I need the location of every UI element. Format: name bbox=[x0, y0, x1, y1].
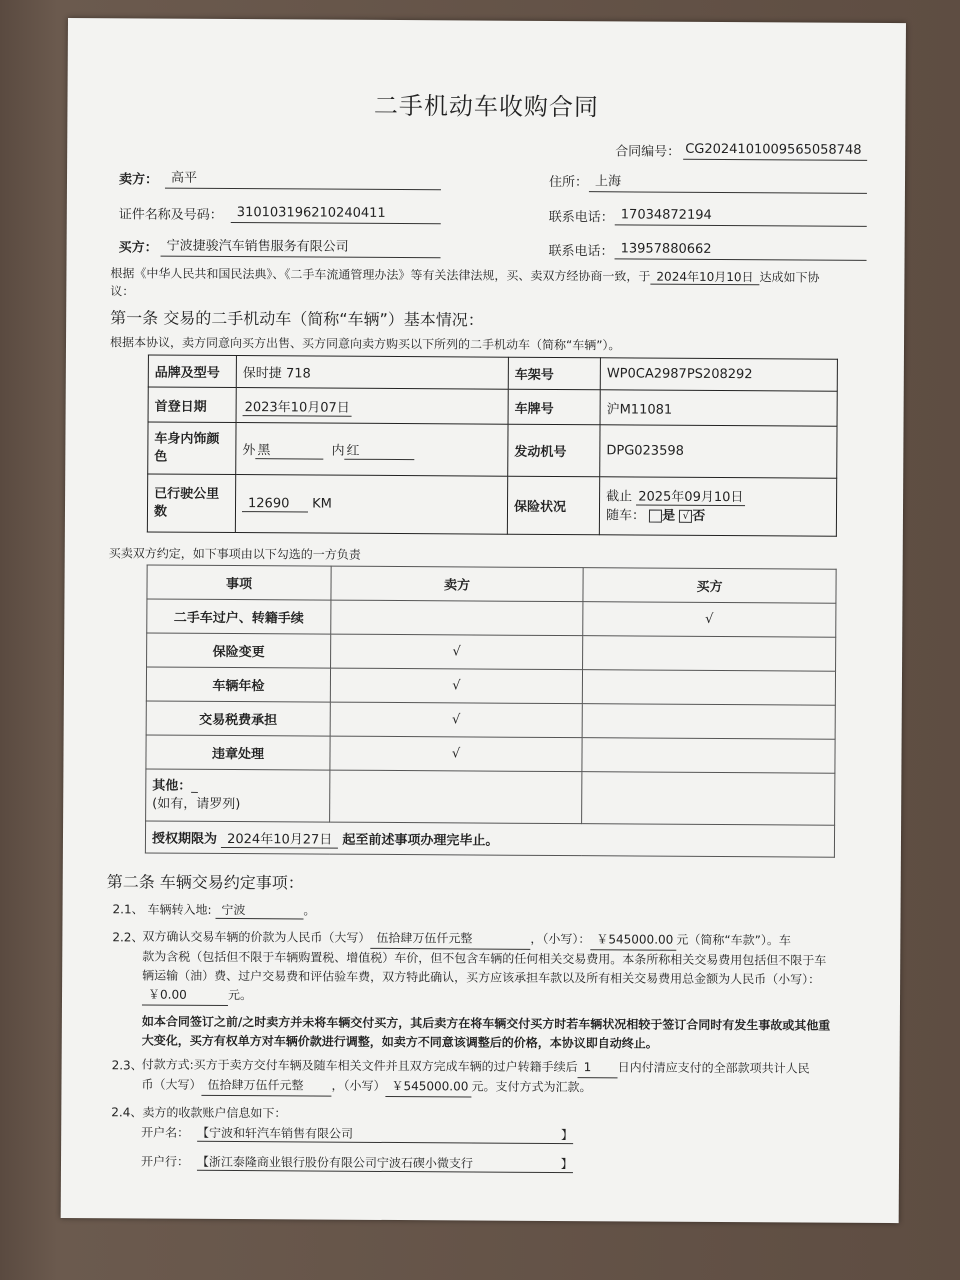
insurance-no-checkbox[interactable]: √ bbox=[679, 509, 692, 522]
buyer-phone: 13957880662 bbox=[615, 240, 867, 261]
clause-2-4: 2.4、卖方的收款账户信息如下： bbox=[111, 1105, 287, 1121]
brand-label: 品牌及型号 bbox=[148, 355, 236, 388]
buyer-phone-label: 联系电话： bbox=[548, 243, 614, 260]
clause-2-3: 付款方式:买方于卖方交付车辆及随车相关文件并且双方完成车辆的过户转籍手续后 1 日内付清应支付的全部款项共计人民 币（大写） 伍拾肆万伍仟元整 ，（小写） ￥545000.00 元。支付方式为汇款。 bbox=[141, 1055, 881, 1100]
duty-row-buyer bbox=[582, 704, 835, 740]
intro-date: 2024年10月10日 bbox=[650, 270, 759, 286]
account-name-row: 开户名： 【宁波和轩汽车销售有限公司 】 bbox=[141, 1125, 574, 1143]
duty-row-item: 保险变更 bbox=[147, 633, 331, 668]
duty-row-buyer bbox=[582, 738, 835, 774]
clause-2-1: 2.1、 车辆转入地: 宁波 。 bbox=[112, 902, 316, 918]
mileage-unit: KM bbox=[312, 496, 332, 512]
duty-header-buyer: 买方 bbox=[583, 568, 836, 604]
duty-heading: 买卖双方约定，如下事项由以下勾选的一方负责 bbox=[108, 546, 361, 562]
duty-row-buyer bbox=[583, 636, 836, 672]
seller-addr-label: 住所： bbox=[548, 174, 589, 191]
duty-row-seller: √ bbox=[331, 634, 583, 670]
insurance-date: 2025年09月10日 bbox=[636, 489, 745, 506]
account-name: 宁波和轩汽车销售有限公司 bbox=[209, 1125, 354, 1141]
seller-label: 卖方： bbox=[118, 172, 159, 188]
price-upper: 伍拾肆万伍仟元整 bbox=[370, 929, 530, 950]
vehicle-table: 品牌及型号 保时捷 718 车架号 WP0CA2987PS208292 首登日期 2023年10月07日 车牌号 沪M11081 车身内饰颜色 外 黑 内 红 发动机号 DPG023598 已行驶公里数 12690 KM 保险状况 截止 2025年09月10日 随车： 是 √ 否 bbox=[147, 354, 838, 536]
fee-lower: ￥0.00 bbox=[142, 985, 228, 1006]
brand-value: 保时捷 718 bbox=[236, 356, 508, 390]
duty-row-buyer bbox=[582, 670, 835, 706]
seller-addr: 上海 bbox=[589, 173, 867, 194]
buyer-label: 买方： bbox=[118, 240, 158, 256]
article1-sub: 根据本协议，卖方同意向买方出售、买方同意向卖方购买以下所列的二手机动车（简称“车辆”）。 bbox=[109, 335, 621, 353]
seller-name: 高平 bbox=[165, 170, 441, 191]
duty-row-seller bbox=[331, 600, 583, 636]
article1-heading: 第一条 交易的二手机动车（简称“车辆”）基本情况： bbox=[110, 308, 484, 330]
seller-phone-label: 联系电话： bbox=[548, 209, 614, 226]
payment-upper: 伍拾肆万伍仟元整 bbox=[201, 1076, 331, 1097]
mileage-label: 已行驶公里数 bbox=[147, 474, 235, 533]
contract-paper bbox=[61, 18, 906, 1223]
contract-no-label: 合同编号： bbox=[615, 144, 681, 160]
seller-phone: 17034872194 bbox=[615, 206, 867, 227]
exterior-color: 黑 bbox=[255, 439, 323, 459]
contract-no-value: CG20241010095650587​48 bbox=[683, 141, 867, 161]
seller-id: 310103196210240411 bbox=[231, 204, 441, 224]
vin-label: 车架号 bbox=[508, 357, 600, 390]
destination: 宁波 bbox=[215, 901, 303, 920]
plate-value: 沪M11081 bbox=[600, 390, 837, 426]
duty-row-buyer: √ bbox=[583, 602, 836, 638]
page-title: 二手机动车收购合同 bbox=[373, 91, 600, 122]
clause-2-2-num: 2.2、 bbox=[112, 930, 144, 945]
article2-heading: 第二条 车辆交易约定事项： bbox=[106, 872, 304, 893]
price-lower: ￥545000.00 bbox=[590, 930, 676, 951]
duty-other-cell: 其他：_ (如有，请罗列) bbox=[146, 769, 330, 822]
seller-id-label: 证件名称及号码： bbox=[118, 207, 223, 223]
clause-2-2: 双方确认交易车辆的价款为人民币（大写） 伍拾肆万伍仟元整 ，（小写）： ￥545000.00 元（简称“车款”）。车 款为含税（包括但不限于车辆购置税、增值税）车价，但不包含车辆的任何相关交易费用。本条所称相关交易费用包括但不限于车 辆运输（油）费、过户交易费和评估验车费，双方特此确认，买方应该承担车款以及所有相关交易费用总金额为人民币（小写）： ￥0.00 元。 bbox=[142, 927, 882, 1010]
duty-row-item: 违章处理 bbox=[146, 735, 330, 770]
buyer-name: 宁波捷骏汽车销售服务有限公司 bbox=[161, 238, 441, 259]
insurance-yes-checkbox[interactable] bbox=[649, 509, 662, 522]
duty-row-seller: √ bbox=[330, 668, 582, 704]
vin-value: WP0CA2987PS208292 bbox=[600, 358, 837, 391]
bank-name: 浙江泰隆商业银行股份有限公司宁波石碶小微支行 bbox=[208, 1154, 473, 1171]
engine-label: 发动机号 bbox=[508, 424, 600, 477]
duty-table bbox=[145, 564, 837, 857]
intro-text: 根据《中华人民共和国民法典》、《二手车流通管理办法》等有关法律法规，买、卖双方经协商一致，于 2024年10月10日 达成如下协 bbox=[110, 266, 820, 285]
clause-2-3-num: 2.3、 bbox=[111, 1058, 143, 1073]
intro-text-2: 议： bbox=[110, 284, 135, 299]
mileage-value: 12690 bbox=[242, 496, 308, 512]
duty-row-seller: √ bbox=[330, 736, 582, 772]
duty-row-item: 二手车过户、转籍手续 bbox=[147, 599, 331, 634]
duty-row-seller: √ bbox=[330, 702, 582, 738]
duty-header-item: 事项 bbox=[147, 565, 331, 600]
interior-color: 红 bbox=[344, 439, 414, 459]
authorization-row: 授权期限为 2024年10月27日 起至前述事项办理完毕止。 bbox=[145, 821, 834, 857]
duty-row-item: 交易税费承担 bbox=[146, 701, 330, 736]
adjustment-clause: 如本合同签订之前/之时卖方并未将车辆交付买方，其后卖方在将车辆交付买方时若车辆状况相较于签订合同时有发生事故或其他重 大变化，买方有权单方对车辆价款进行调整，如卖方不同意该调整后的价格，本协议即自动终止。 bbox=[141, 1014, 831, 1051]
insurance-label: 保险状况 bbox=[507, 476, 599, 535]
engine-value: DPG023598 bbox=[600, 425, 837, 478]
authorization-date: 2024年10月27日 bbox=[221, 832, 338, 849]
payment-days: 1 bbox=[578, 1058, 618, 1078]
duty-row-item: 车辆年检 bbox=[146, 667, 330, 702]
reg-date-value: 2023年10月07日 bbox=[243, 400, 352, 417]
reg-date-label: 首登日期 bbox=[148, 387, 236, 423]
bank-row: 开户行： 【浙江泰隆商业银行股份有限公司宁波石碶小微支行 】 bbox=[140, 1154, 573, 1172]
plate-label: 车牌号 bbox=[508, 389, 600, 425]
payment-lower: ￥545000.00 bbox=[385, 1077, 471, 1098]
duty-header-seller: 卖方 bbox=[331, 566, 583, 602]
color-label: 车身内饰颜色 bbox=[148, 422, 236, 475]
